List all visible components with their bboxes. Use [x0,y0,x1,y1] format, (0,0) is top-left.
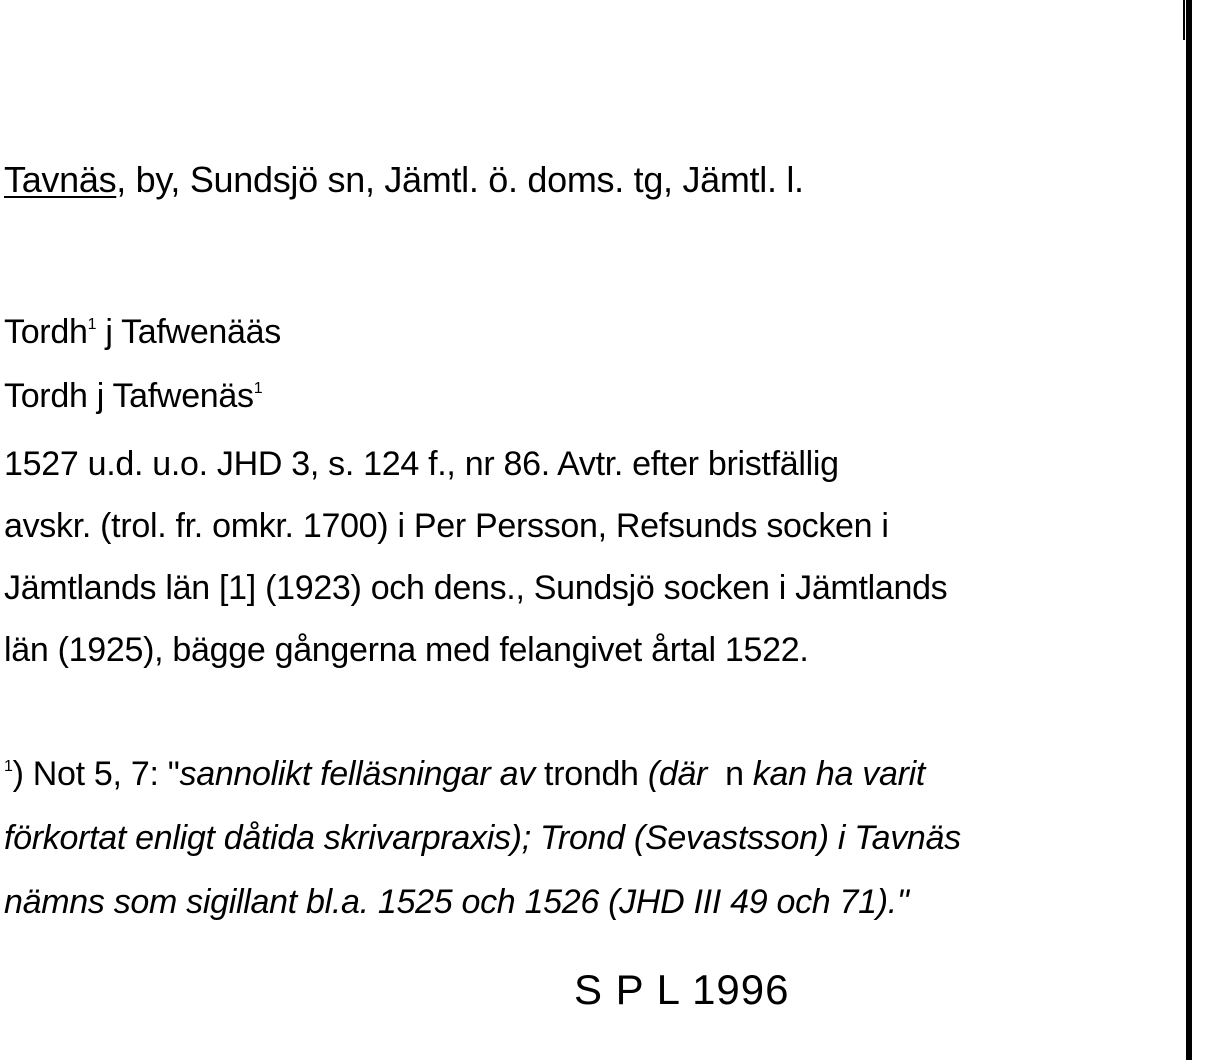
footnote-letter-n: n [725,755,753,793]
entry-heading [4,160,804,200]
footnote-line-3: nämns som sigillant bl.a. 1525 och 1526 (JHD III 49 och 71)." [4,883,909,921]
page-edge-line [1186,0,1192,1060]
page-edge-tick [1183,0,1185,40]
historical-form-2 [4,376,262,416]
footnote-marker: 1 [253,380,263,397]
form-text-b: j Tafwenääs [96,313,281,351]
source-line-1: 1527 u.d. u.o. JHD 3, s. 124 f., nr 86. Avtr. efter bristfällig [4,445,839,483]
signature-spl: S P L 1996 [574,966,790,1013]
footnote-marker: 1 [87,316,97,333]
source-line-4: län (1925), bägge gångerna med felangivet årtal 1522. [4,631,809,669]
footnote-number: 1 [4,758,13,775]
source-line-3: Jämtlands län [1] (1923) och dens., Sundsjö socken i Jämtlands [4,569,948,607]
footnote-word-trondh: trondh [534,755,648,793]
form-text-a: Tordh j Tafwenäs [4,377,254,415]
footnote-intro: ) Not 5, 7: " [12,755,180,793]
heading-details: , by, Sundsjö sn, Jämtl. ö. doms. tg, Jämtl. l. [116,159,804,200]
historical-form-1 [4,312,281,352]
place-name: Tavnäs [4,159,117,200]
footnote-line-2: förkortat enligt dåtida skrivarpraxis); Trond (Sevastsson) i Tavnäs [4,819,961,857]
footnote-quote-a: sannolikt felläsningar av [179,755,535,793]
source-line-2: avskr. (trol. fr. omkr. 1700) i Per Persson, Refsunds socken i [4,507,889,545]
form-text-a: Tordh [4,313,88,351]
footnote-quote-b: (där [647,755,708,793]
footnote-quote-c: kan ha varit [752,755,926,793]
footnote-line-1 [4,754,925,794]
